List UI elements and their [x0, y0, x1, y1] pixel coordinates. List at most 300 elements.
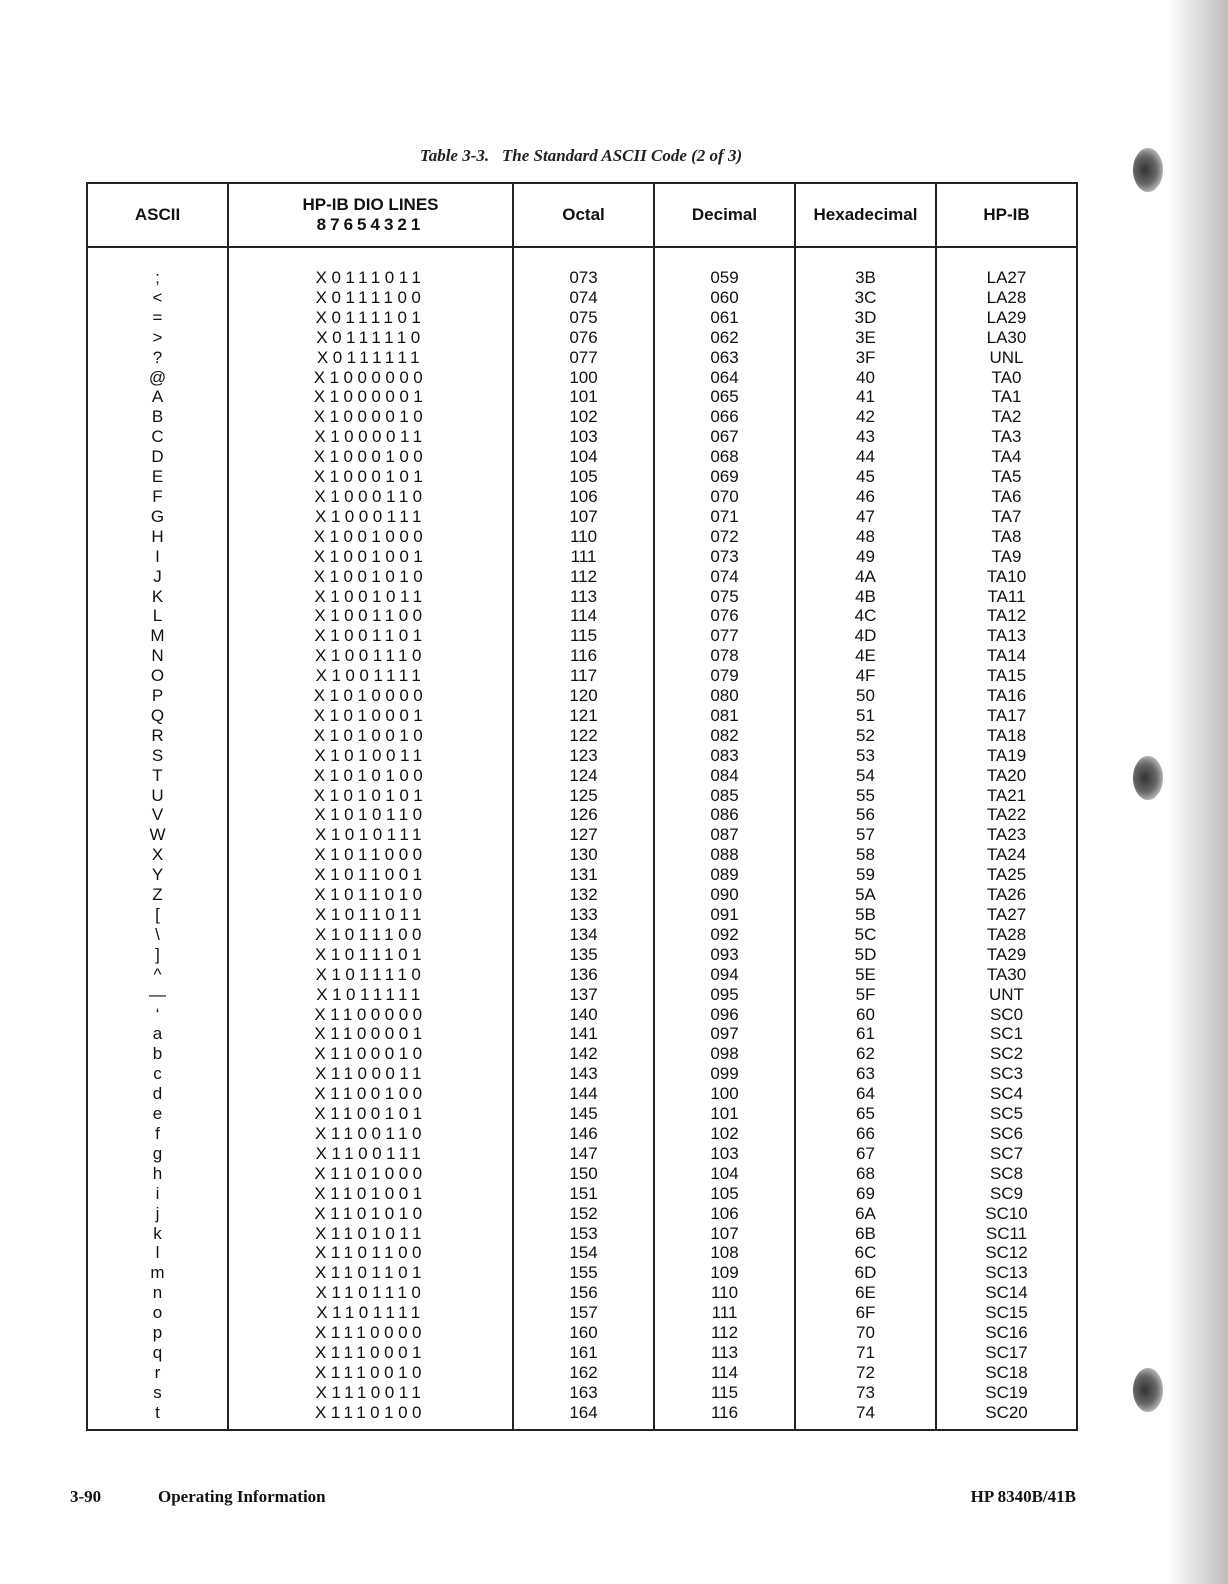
table-row: [87, 328, 1077, 348]
table-row: [87, 247, 1077, 288]
decimal-value: 111: [654, 1303, 795, 1323]
hpib-code: TA18: [936, 726, 1077, 746]
table-row: [87, 1084, 1077, 1104]
ascii-code-table: [86, 182, 1078, 1431]
decimal-value: 097: [654, 1024, 795, 1044]
header-dio-lines: [228, 183, 513, 247]
hpib-code: SC16: [936, 1323, 1077, 1343]
table-row: [87, 666, 1077, 686]
ascii-char: S: [87, 746, 228, 766]
octal-value: 131: [513, 865, 654, 885]
table-row: [87, 507, 1077, 527]
hpib-code: TA16: [936, 686, 1077, 706]
dio-bits: X1001100: [228, 606, 513, 626]
hex-value: 6E: [795, 1283, 936, 1303]
octal-value: 142: [513, 1044, 654, 1064]
ascii-char: H: [87, 527, 228, 547]
hpib-code: SC12: [936, 1243, 1077, 1263]
ascii-char: f: [87, 1124, 228, 1144]
octal-value: 147: [513, 1144, 654, 1164]
decimal-value: 115: [654, 1383, 795, 1403]
hex-value: 5B: [795, 905, 936, 925]
table-row: [87, 746, 1077, 766]
decimal-value: 099: [654, 1064, 795, 1084]
octal-value: 153: [513, 1224, 654, 1244]
octal-value: 156: [513, 1283, 654, 1303]
hpib-code: TA0: [936, 368, 1077, 388]
octal-value: 124: [513, 766, 654, 786]
octal-value: 143: [513, 1064, 654, 1084]
octal-value: 114: [513, 606, 654, 626]
dio-bits: X1000111: [228, 507, 513, 527]
model-number: HP 8340B/41B: [970, 1487, 1076, 1506]
hpib-code: TA4: [936, 447, 1077, 467]
hpib-code: TA1: [936, 387, 1077, 407]
ascii-char: <: [87, 288, 228, 308]
hpib-code: SC20: [936, 1403, 1077, 1430]
hpib-code: SC18: [936, 1363, 1077, 1383]
decimal-value: 076: [654, 606, 795, 626]
ascii-char: i: [87, 1184, 228, 1204]
octal-value: 075: [513, 308, 654, 328]
decimal-value: 067: [654, 427, 795, 447]
dio-bits: X1000000: [228, 368, 513, 388]
octal-value: 113: [513, 587, 654, 607]
dio-bits: X0111110: [228, 328, 513, 348]
octal-value: 144: [513, 1084, 654, 1104]
octal-value: 155: [513, 1263, 654, 1283]
dio-bits: X1110001: [228, 1343, 513, 1363]
octal-value: 100: [513, 368, 654, 388]
table-row: [87, 467, 1077, 487]
header-hpib: HP-IB: [936, 183, 1077, 247]
hpib-code: TA25: [936, 865, 1077, 885]
decimal-value: 092: [654, 925, 795, 945]
hex-value: 5E: [795, 965, 936, 985]
decimal-value: 086: [654, 805, 795, 825]
dio-bits: X1010010: [228, 726, 513, 746]
ascii-char: M: [87, 626, 228, 646]
decimal-value: 087: [654, 825, 795, 845]
dio-bits: X1010101: [228, 786, 513, 806]
hpib-code: SC11: [936, 1224, 1077, 1244]
ascii-char: J: [87, 567, 228, 587]
dio-bits: X1001111: [228, 666, 513, 686]
decimal-value: 105: [654, 1184, 795, 1204]
hex-value: 52: [795, 726, 936, 746]
octal-value: 160: [513, 1323, 654, 1343]
decimal-value: 080: [654, 686, 795, 706]
dio-bits: X1010110: [228, 805, 513, 825]
hpib-code: TA26: [936, 885, 1077, 905]
ascii-char: Z: [87, 885, 228, 905]
ascii-char: O: [87, 666, 228, 686]
ascii-char: g: [87, 1144, 228, 1164]
octal-value: 127: [513, 825, 654, 845]
hpib-code: TA17: [936, 706, 1077, 726]
octal-value: 106: [513, 487, 654, 507]
hex-value: 56: [795, 805, 936, 825]
decimal-value: 106: [654, 1204, 795, 1224]
dio-bits: X1010011: [228, 746, 513, 766]
hpib-code: LA27: [936, 247, 1077, 288]
hex-value: 68: [795, 1164, 936, 1184]
table-row: [87, 1224, 1077, 1244]
hex-value: 3B: [795, 247, 936, 288]
hex-value: 3E: [795, 328, 936, 348]
decimal-value: 094: [654, 965, 795, 985]
table-row: [87, 805, 1077, 825]
hpib-code: TA12: [936, 606, 1077, 626]
hex-value: 57: [795, 825, 936, 845]
dio-bits: X1000100: [228, 447, 513, 467]
table-row: [87, 447, 1077, 467]
hex-value: 55: [795, 786, 936, 806]
dio-bits: X1001010: [228, 567, 513, 587]
table-row: [87, 1144, 1077, 1164]
dio-bits: X1011010: [228, 885, 513, 905]
hex-value: 72: [795, 1363, 936, 1383]
octal-value: 126: [513, 805, 654, 825]
octal-value: 077: [513, 348, 654, 368]
octal-value: 076: [513, 328, 654, 348]
table-row: [87, 626, 1077, 646]
hex-value: 73: [795, 1383, 936, 1403]
hpib-code: TA19: [936, 746, 1077, 766]
binder-hole-top: [1133, 148, 1163, 192]
decimal-value: 060: [654, 288, 795, 308]
ascii-char: L: [87, 606, 228, 626]
ascii-char: m: [87, 1263, 228, 1283]
hex-value: 6A: [795, 1204, 936, 1224]
ascii-char: s: [87, 1383, 228, 1403]
header-decimal: Decimal: [654, 183, 795, 247]
octal-value: 132: [513, 885, 654, 905]
octal-value: 074: [513, 288, 654, 308]
hpib-code: TA7: [936, 507, 1077, 527]
decimal-value: 068: [654, 447, 795, 467]
ascii-char: C: [87, 427, 228, 447]
binder-hole-bottom: [1133, 1368, 1163, 1412]
hex-value: 60: [795, 1005, 936, 1025]
octal-value: 105: [513, 467, 654, 487]
hex-value: 44: [795, 447, 936, 467]
octal-value: 112: [513, 567, 654, 587]
decimal-value: 073: [654, 547, 795, 567]
hpib-code: SC1: [936, 1024, 1077, 1044]
table-row: [87, 1363, 1077, 1383]
hex-value: 5C: [795, 925, 936, 945]
decimal-value: 085: [654, 786, 795, 806]
dio-bits: X1010100: [228, 766, 513, 786]
table-row: [87, 1044, 1077, 1064]
hpib-code: SC6: [936, 1124, 1077, 1144]
hpib-code: TA27: [936, 905, 1077, 925]
hex-value: 40: [795, 368, 936, 388]
ascii-char: ‘: [87, 1005, 228, 1025]
header-dio-title: HP-IB DIO LINES: [302, 195, 439, 214]
dio-bits: X0111111: [228, 348, 513, 368]
octal-value: 157: [513, 1303, 654, 1323]
dio-bits: X1101100: [228, 1243, 513, 1263]
ascii-char: K: [87, 587, 228, 607]
decimal-value: 063: [654, 348, 795, 368]
decimal-value: 114: [654, 1363, 795, 1383]
dio-bits: X1001110: [228, 646, 513, 666]
dio-bits: X1110000: [228, 1323, 513, 1343]
section-title: Operating Information: [158, 1487, 326, 1506]
ascii-char: e: [87, 1104, 228, 1124]
decimal-value: 072: [654, 527, 795, 547]
table-row: [87, 1164, 1077, 1184]
table-row: [87, 786, 1077, 806]
dio-bits: X1001011: [228, 587, 513, 607]
octal-value: 161: [513, 1343, 654, 1363]
hex-value: 71: [795, 1343, 936, 1363]
ascii-char: o: [87, 1303, 228, 1323]
decimal-value: 062: [654, 328, 795, 348]
decimal-value: 084: [654, 766, 795, 786]
hpib-code: TA5: [936, 467, 1077, 487]
ascii-char: U: [87, 786, 228, 806]
table-row: [87, 1343, 1077, 1363]
hpib-code: SC4: [936, 1084, 1077, 1104]
octal-value: 163: [513, 1383, 654, 1403]
hpib-code: TA2: [936, 407, 1077, 427]
hpib-code: TA24: [936, 845, 1077, 865]
table-row: [87, 308, 1077, 328]
octal-value: 125: [513, 786, 654, 806]
hpib-code: TA21: [936, 786, 1077, 806]
dio-bits: X1101101: [228, 1263, 513, 1283]
decimal-value: 069: [654, 467, 795, 487]
hex-value: 4C: [795, 606, 936, 626]
hex-value: 65: [795, 1104, 936, 1124]
dio-bits: X1000101: [228, 467, 513, 487]
hex-value: 61: [795, 1024, 936, 1044]
octal-value: 101: [513, 387, 654, 407]
hex-value: 6C: [795, 1243, 936, 1263]
header-ascii: ASCII: [87, 183, 228, 247]
hpib-code: SC15: [936, 1303, 1077, 1323]
ascii-char: P: [87, 686, 228, 706]
octal-value: 117: [513, 666, 654, 686]
decimal-value: 090: [654, 885, 795, 905]
hex-value: 70: [795, 1323, 936, 1343]
decimal-value: 083: [654, 746, 795, 766]
decimal-value: 089: [654, 865, 795, 885]
octal-value: 152: [513, 1204, 654, 1224]
hex-value: 6D: [795, 1263, 936, 1283]
hpib-code: TA30: [936, 965, 1077, 985]
ascii-char: k: [87, 1224, 228, 1244]
hpib-code: SC17: [936, 1343, 1077, 1363]
ascii-char: X: [87, 845, 228, 865]
hpib-code: TA23: [936, 825, 1077, 845]
octal-value: 134: [513, 925, 654, 945]
hpib-code: SC19: [936, 1383, 1077, 1403]
octal-value: 151: [513, 1184, 654, 1204]
table-row: [87, 985, 1077, 1005]
hpib-code: TA9: [936, 547, 1077, 567]
hpib-code: TA6: [936, 487, 1077, 507]
octal-value: 116: [513, 646, 654, 666]
dio-bits: X1100111: [228, 1144, 513, 1164]
dio-bits: X1001000: [228, 527, 513, 547]
ascii-char: @: [87, 368, 228, 388]
hex-value: 43: [795, 427, 936, 447]
octal-value: 137: [513, 985, 654, 1005]
table-row: [87, 845, 1077, 865]
table-row: [87, 766, 1077, 786]
table-row: [87, 387, 1077, 407]
octal-value: 104: [513, 447, 654, 467]
ascii-char: ^: [87, 965, 228, 985]
dio-bits: X1101110: [228, 1283, 513, 1303]
dio-bits: X1101010: [228, 1204, 513, 1224]
ascii-char: Q: [87, 706, 228, 726]
hex-value: 54: [795, 766, 936, 786]
hex-value: 3F: [795, 348, 936, 368]
hpib-code: SC8: [936, 1164, 1077, 1184]
decimal-value: 110: [654, 1283, 795, 1303]
hpib-code: TA11: [936, 587, 1077, 607]
hpib-code: TA14: [936, 646, 1077, 666]
ascii-char: >: [87, 328, 228, 348]
table-row: [87, 905, 1077, 925]
page-edge-shadow: [1168, 0, 1228, 1584]
decimal-value: 104: [654, 1164, 795, 1184]
ascii-char: d: [87, 1084, 228, 1104]
ascii-char: D: [87, 447, 228, 467]
hex-value: 48: [795, 527, 936, 547]
dio-bits: X1011001: [228, 865, 513, 885]
octal-value: 162: [513, 1363, 654, 1383]
dio-bits: X1011110: [228, 965, 513, 985]
dio-bits: X1110011: [228, 1383, 513, 1403]
octal-value: 130: [513, 845, 654, 865]
ascii-char: T: [87, 766, 228, 786]
hpib-code: SC5: [936, 1104, 1077, 1124]
hex-value: 45: [795, 467, 936, 487]
ascii-char: t: [87, 1403, 228, 1430]
octal-value: 135: [513, 945, 654, 965]
table-row: [87, 1303, 1077, 1323]
decimal-value: 071: [654, 507, 795, 527]
hex-value: 58: [795, 845, 936, 865]
hex-value: 63: [795, 1064, 936, 1084]
ascii-char: R: [87, 726, 228, 746]
hpib-code: SC3: [936, 1064, 1077, 1084]
octal-value: 115: [513, 626, 654, 646]
ascii-char: F: [87, 487, 228, 507]
hex-value: 6B: [795, 1224, 936, 1244]
decimal-value: 082: [654, 726, 795, 746]
dio-bits: X1000011: [228, 427, 513, 447]
ascii-char: c: [87, 1064, 228, 1084]
decimal-value: 074: [654, 567, 795, 587]
decimal-value: 109: [654, 1263, 795, 1283]
dio-bits: X1100110: [228, 1124, 513, 1144]
ascii-char: a: [87, 1024, 228, 1044]
ascii-char: n: [87, 1283, 228, 1303]
hex-value: 3D: [795, 308, 936, 328]
table-body: [87, 247, 1077, 1430]
hex-value: 67: [795, 1144, 936, 1164]
hpib-code: TA13: [936, 626, 1077, 646]
decimal-value: 108: [654, 1243, 795, 1263]
hex-value: 74: [795, 1403, 936, 1430]
octal-value: 120: [513, 686, 654, 706]
table-row: [87, 1024, 1077, 1044]
decimal-value: 091: [654, 905, 795, 925]
octal-value: 122: [513, 726, 654, 746]
table-row: [87, 646, 1077, 666]
table-row: [87, 527, 1077, 547]
table-row: [87, 288, 1077, 308]
octal-value: 164: [513, 1403, 654, 1430]
ascii-char: G: [87, 507, 228, 527]
hpib-code: SC2: [936, 1044, 1077, 1064]
decimal-value: 088: [654, 845, 795, 865]
octal-value: 107: [513, 507, 654, 527]
hpib-code: SC0: [936, 1005, 1077, 1025]
hex-value: 5D: [795, 945, 936, 965]
header-dio-bits: 87654321: [316, 215, 425, 234]
dio-bits: X0111101: [228, 308, 513, 328]
ascii-char: I: [87, 547, 228, 567]
octal-value: 146: [513, 1124, 654, 1144]
octal-value: 123: [513, 746, 654, 766]
hex-value: 5F: [795, 985, 936, 1005]
decimal-value: 098: [654, 1044, 795, 1064]
hex-value: 4E: [795, 646, 936, 666]
hpib-code: LA30: [936, 328, 1077, 348]
decimal-value: 059: [654, 247, 795, 288]
hex-value: 64: [795, 1084, 936, 1104]
ascii-char: E: [87, 467, 228, 487]
hpib-code: TA10: [936, 567, 1077, 587]
dio-bits: X0111011: [228, 247, 513, 288]
dio-bits: X1011111: [228, 985, 513, 1005]
dio-bits: X1011000: [228, 845, 513, 865]
hpib-code: TA20: [936, 766, 1077, 786]
table-row: [87, 1323, 1077, 1343]
decimal-value: 116: [654, 1403, 795, 1430]
decimal-value: 079: [654, 666, 795, 686]
hex-value: 6F: [795, 1303, 936, 1323]
table-row: [87, 965, 1077, 985]
dio-bits: X1101000: [228, 1164, 513, 1184]
table-row: [87, 706, 1077, 726]
octal-value: 073: [513, 247, 654, 288]
octal-value: 110: [513, 527, 654, 547]
decimal-value: 102: [654, 1124, 795, 1144]
hex-value: 4D: [795, 626, 936, 646]
octal-value: 145: [513, 1104, 654, 1124]
table-row: [87, 945, 1077, 965]
ascii-char: N: [87, 646, 228, 666]
decimal-value: 093: [654, 945, 795, 965]
octal-value: 133: [513, 905, 654, 925]
decimal-value: 064: [654, 368, 795, 388]
table-row: [87, 1383, 1077, 1403]
hpib-code: TA15: [936, 666, 1077, 686]
dio-bits: X1011101: [228, 945, 513, 965]
hpib-code: SC13: [936, 1263, 1077, 1283]
octal-value: 136: [513, 965, 654, 985]
dio-bits: X1000001: [228, 387, 513, 407]
